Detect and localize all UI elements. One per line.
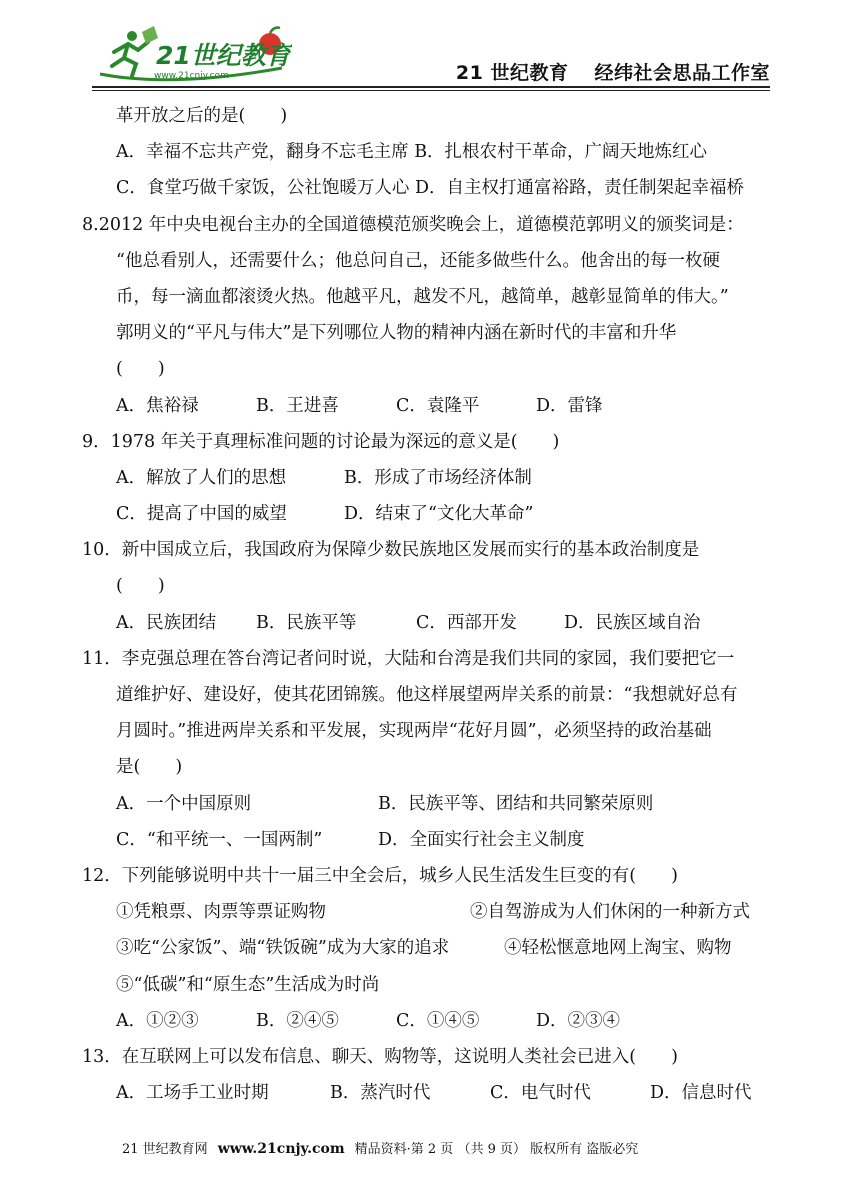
q9-stem: 9．1978 年关于真理标准问题的讨论最为深远的意义是( ) [82,431,560,452]
q13-option-d: D．信息时代 [650,1083,752,1104]
q8-option-a: A．焦裕禄 [116,395,199,416]
q12-option-c: C．①④⑤ [396,1010,480,1031]
q9-options-cd [82,496,782,532]
q9-option-b: B．形成了市场经济体制 [344,467,532,488]
q10-answer-blank: ( ) [116,576,165,597]
q12-stem: 12．下列能够说明中共十一届三中全会后，城乡人民生活发生巨变的有( ) [82,865,678,886]
q12-option-a: A．①②③ [116,1010,199,1031]
q9-options-ab [82,460,782,496]
q13-stem: 13．在互联网上可以发布信息、聊天、购物等，这说明人类社会已进入( ) [82,1046,678,1067]
q10-option-b: B．民族平等 [256,612,357,633]
q11-stem-line: 月圆时。”推进两岸关系和平发展，实现两岸“花好月圆”，必须坚持的政治基础 [116,721,712,742]
q13-option-c: C．电气时代 [490,1083,591,1104]
q8-stem-line: “他总看别人，还需要什么；他总问自己，还能多做些什么。他舍出的每一枚硬 [116,250,720,271]
q11-options-cd [82,822,782,858]
q11-answer-blank: 是( ) [116,757,183,778]
site-logo[interactable] [92,22,292,86]
footer-left: 21 世纪教育网 [122,1142,208,1157]
q8-option-b: B．王进喜 [256,395,339,416]
logo-graphic [92,22,292,86]
q8-stem-line: 币，每一滴血都滚烫火热。他越平凡，越发不凡，越简单，越彰显简单的伟大。” [116,286,729,307]
q11-stem-line: 道维护好、建设好，使其花团锦簇。他这样展望两岸关系的前景：“我想就好总有 [116,685,738,705]
header-title [456,58,770,85]
header-brand: 21 世纪教育 [455,62,569,84]
q8-option-d: D．雷锋 [536,395,603,416]
q10-options [82,605,782,641]
q8-stem-line: 郭明义的“平凡与伟大”是下列哪位人物的精神内涵在新时代的丰富和升华 [116,323,677,344]
q12-item-4: ④轻松惬意地网上淘宝、购物 [504,938,732,959]
q12-item-3: ③吃“公家饭”、端“铁饭碗”成为大家的追求 [116,938,450,959]
q11-option-c: C．“和平统一、一国两制” [116,829,323,850]
page-footer [122,1138,638,1157]
q12-item-2: ②自驾游成为人们休闲的一种新方式 [470,902,750,923]
q12-item-5: ⑤“低碳”和“原生态”生活成为时尚 [116,974,380,995]
q10-option-c: C．西部开发 [416,612,517,633]
q12-options [82,1003,782,1039]
q11-options-ab [82,786,782,822]
q13-option-a: A．工场手工业时期 [116,1083,269,1104]
footer-site-link[interactable]: www.21cnjy.com [217,1141,345,1157]
header-studio: 经纬社会思品工作室 [594,62,770,84]
q12-option-b: B．②④⑤ [256,1010,339,1031]
logo-url: www.21cnjy.com [154,71,229,81]
q8-stem: 8.2012 年中央电视台主办的全国道德模范颁奖晚会上，道德模范郭明义的颁奖词是： [82,214,744,235]
q7-options-ab: A．幸福不忘共产党，翻身不忘毛主席 B．扎根农村干革命，广阔天地炼红心 [116,142,708,163]
q12-items-12 [82,894,782,930]
footer-right: 精品资料·第 2 页 （共 9 页） 版权所有 盗版必究 [354,1142,639,1157]
q8-option-c: C．袁隆平 [396,395,480,416]
q7-stem-end: 革开放之后的是( ) [116,106,288,126]
q12-items-34 [82,930,782,966]
q10-option-d: D．民族区域自治 [564,612,701,633]
q11-option-d: D．全面实行社会主义制度 [378,829,585,850]
q13-option-b: B．蒸汽时代 [330,1083,431,1104]
q13-options [82,1075,782,1111]
question-body [82,98,782,1111]
q11-stem: 11．李克强总理在答台湾记者问时说，大陆和台湾是我们共同的家园，我们要把它一 [82,648,735,669]
q11-option-b: B．民族平等、团结和共同繁荣原则 [378,793,654,814]
q8-options [82,388,782,424]
q10-stem: 10．新中国成立后，我国政府为保障少数民族地区发展而实行的基本政治制度是 [82,540,700,561]
q9-option-c: C．提高了中国的威望 [116,504,287,525]
q12-item-1: ①凭粮票、肉票等票证购物 [116,902,326,923]
header-divider-thin [92,90,770,91]
q12-option-d: D．②③④ [536,1010,621,1031]
header-divider [92,86,770,88]
q9-option-d: D．结束了“文化大革命” [344,504,534,525]
q11-option-a: A．一个中国原则 [116,793,252,814]
page-header [0,0,860,96]
logo-text: 21世纪教育 [156,41,291,70]
q9-option-a: A．解放了人们的思想 [116,467,287,488]
q8-answer-blank: ( ) [116,359,165,380]
q10-option-a: A．民族团结 [116,612,217,633]
q7-options-cd: C．食堂巧做千家饭，公社饱暖万人心 D．自主权打通富裕路，责任制架起幸福桥 [116,178,744,199]
